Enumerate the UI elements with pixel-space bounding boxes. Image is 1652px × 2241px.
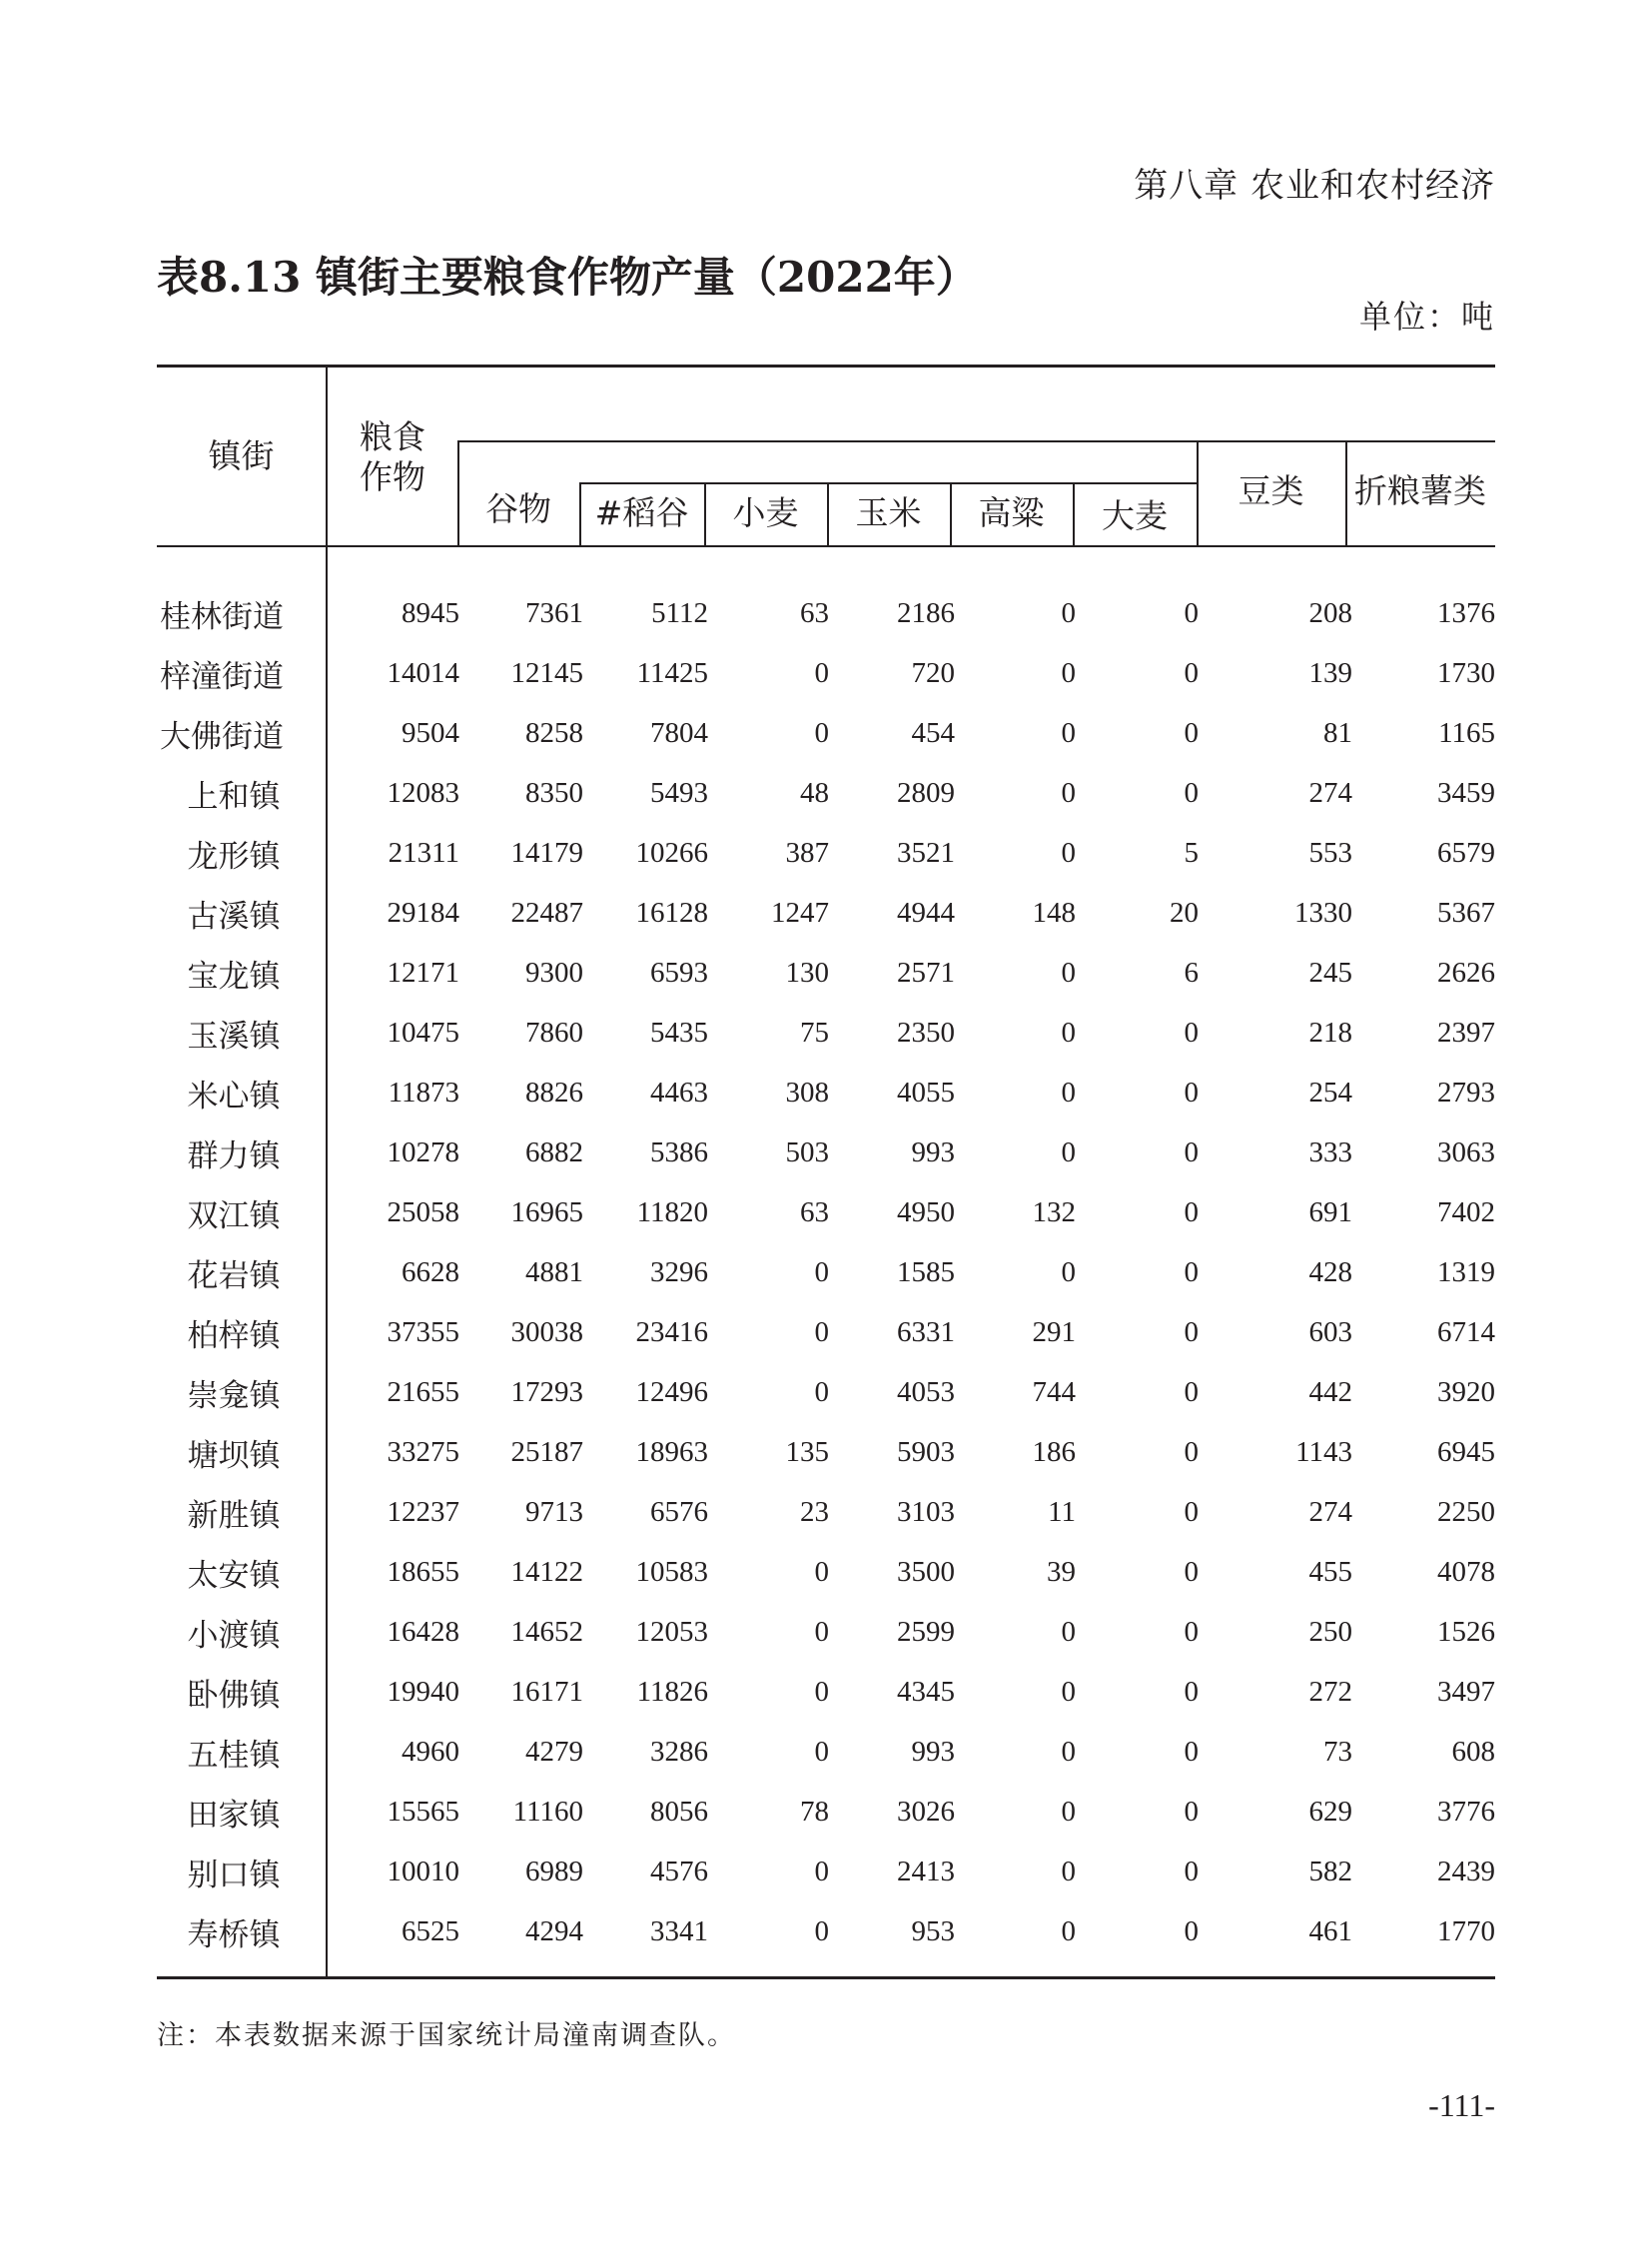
table-cell: 78 [800,1796,829,1828]
table-row [157,707,1495,767]
table-row [157,947,1495,1007]
table-cell: 0 [1061,657,1076,689]
table-cell: 0 [1061,597,1076,629]
table-cell: 3026 [897,1796,955,1828]
table-cell: 2809 [897,777,955,809]
table-cell: 7361 [525,597,583,629]
table-cell: 63 [800,597,829,629]
table-cell: 0 [1061,1736,1076,1768]
town-name: 大佛街道 [160,719,284,755]
table-cell: 18655 [387,1556,459,1588]
table-cell: 4078 [1437,1556,1495,1588]
table-cell: 0 [1184,1676,1199,1708]
table-cell: 629 [1308,1796,1352,1828]
table-cell: 4944 [897,897,955,929]
table-row [157,1426,1495,1486]
table-cell: 0 [814,657,829,689]
table-row [157,647,1495,707]
table-cell: 14179 [510,837,583,869]
table-cell: 3286 [650,1736,708,1768]
table-cell: 1730 [1437,657,1495,689]
table-cell: 0 [814,1376,829,1408]
table-cell: 130 [785,957,829,989]
table-cell: 18963 [635,1436,708,1468]
table-row [157,1726,1495,1786]
table-cell: 4279 [525,1736,583,1768]
table-row [157,1786,1495,1846]
table-cell: 3521 [897,837,955,869]
table-cell: 208 [1308,597,1352,629]
table-cell: 19940 [387,1676,459,1708]
table-cell: 0 [1184,1496,1199,1528]
table-cell: 11425 [636,657,708,689]
table-cell: 3459 [1437,777,1495,809]
town-name: 双江镇 [187,1198,281,1234]
table-cell: 691 [1308,1196,1352,1228]
chapter-header: 第八章 农业和农村经济 [1134,166,1495,206]
table-cell: 3103 [897,1496,955,1528]
table-cell: 25058 [387,1196,459,1228]
table-cell: 461 [1308,1915,1352,1947]
table-cell: 6 [1184,957,1199,989]
table-cell: 16965 [510,1196,583,1228]
table-cell: 3776 [1437,1796,1495,1828]
table-cell: 274 [1308,1496,1352,1528]
table-cell: 0 [1184,1556,1199,1588]
table-cell: 11160 [512,1796,583,1828]
table-cell: 0 [1184,597,1199,629]
table-cell: 1376 [1437,597,1495,629]
table-cell: 10475 [387,1017,459,1049]
unit-label: 单位：吨 [1358,298,1495,336]
table-cell: 0 [1184,1256,1199,1288]
table-cell: 2413 [897,1856,955,1887]
table-cell: 14014 [387,657,459,689]
table-cell: 6576 [650,1496,708,1528]
table-cell: 1585 [897,1256,955,1288]
table-cell: 0 [1061,1915,1076,1947]
town-name: 崇龛镇 [187,1378,281,1414]
table-cell: 6945 [1437,1436,1495,1468]
table-cell: 10583 [635,1556,708,1588]
table-cell: 0 [1061,1256,1076,1288]
town-name: 上和镇 [187,779,281,815]
table-cell: 254 [1308,1077,1352,1109]
table-cell: 993 [911,1136,955,1168]
table-cell: 14122 [510,1556,583,1588]
table-cell: 11820 [636,1196,708,1228]
table-cell: 81 [1323,717,1352,749]
table-cell: 6593 [650,957,708,989]
table-cell: 37355 [387,1316,459,1348]
table-cell: 6579 [1437,837,1495,869]
table-cell: 11826 [636,1676,708,1708]
table-cell: 132 [1032,1196,1076,1228]
table-cell: 503 [785,1136,829,1168]
table-cell: 7402 [1437,1196,1495,1228]
header-cereals: 谷物 [485,489,551,528]
table-cell: 603 [1308,1316,1352,1348]
table-row [157,1186,1495,1246]
table-cell: 16428 [387,1616,459,1648]
table-row [157,1246,1495,1306]
table-cell: 4881 [525,1256,583,1288]
table-cell: 48 [800,777,829,809]
table-cell: 0 [1184,657,1199,689]
table-cell: 0 [1184,717,1199,749]
table-cell: 5435 [650,1017,708,1049]
table-cell: 5493 [650,777,708,809]
table-row [157,827,1495,887]
table-cell: 0 [1061,1856,1076,1887]
table-cell: 2599 [897,1616,955,1648]
table-cell: 16128 [635,897,708,929]
town-name: 玉溪镇 [187,1019,281,1055]
table-cell: 4950 [897,1196,955,1228]
table-cell: 245 [1308,957,1352,989]
table-cell: 139 [1308,657,1352,689]
table-cell: 0 [1061,1616,1076,1648]
table-cell: 0 [1184,1077,1199,1109]
table-cell: 0 [1184,1856,1199,1887]
table-cell: 30038 [510,1316,583,1348]
table-cell: 720 [911,657,955,689]
table-cell: 2350 [897,1017,955,1049]
table-cell: 6989 [525,1856,583,1887]
table-cell: 387 [785,837,829,869]
town-name: 五桂镇 [187,1738,281,1774]
header-barley: 大麦 [1102,496,1168,535]
town-name: 米心镇 [187,1079,281,1115]
table-cell: 608 [1451,1736,1495,1768]
table-cell: 454 [911,717,955,749]
table-cell: 0 [1184,1436,1199,1468]
table-row [157,1905,1495,1965]
table-cell: 5 [1184,837,1199,869]
table-cell: 9713 [525,1496,583,1528]
table-cell: 15565 [387,1796,459,1828]
table-cell: 0 [1184,1196,1199,1228]
table-cell: 135 [785,1436,829,1468]
table-cell: 3296 [650,1256,708,1288]
table-cell: 4055 [897,1077,955,1109]
table-cell: 6628 [402,1256,459,1288]
table-row [157,1486,1495,1546]
table-cell: 953 [911,1915,955,1947]
town-name: 田家镇 [187,1798,281,1834]
table-cell: 6714 [1437,1316,1495,1348]
table-cell: 12171 [387,957,459,989]
table-cell: 10278 [387,1136,459,1168]
table-cell: 428 [1308,1256,1352,1288]
town-name: 古溪镇 [187,899,281,935]
table-row [157,1366,1495,1426]
table-cell: 23 [800,1496,829,1528]
table-row [157,767,1495,827]
table-cell: 0 [814,717,829,749]
town-name: 新胜镇 [187,1498,281,1534]
table-cell: 22487 [510,897,583,929]
table-cell: 0 [1061,1676,1076,1708]
table-cell: 3500 [897,1556,955,1588]
table-cell: 6331 [897,1316,955,1348]
table-cell: 0 [814,1256,829,1288]
header-tubers: 折粮薯类 [1354,471,1486,510]
town-name: 龙形镇 [187,839,281,875]
table-cell: 10266 [635,837,708,869]
table-cell: 33275 [387,1436,459,1468]
table-cell: 11 [1048,1496,1076,1528]
table-cell: 4463 [650,1077,708,1109]
table-cell: 3341 [650,1915,708,1947]
town-name: 花岩镇 [187,1258,281,1294]
table-cell: 2571 [897,957,955,989]
table-cell: 8945 [402,597,459,629]
table-cell: 21311 [388,837,459,869]
header-beans: 豆类 [1238,471,1304,510]
header-rice: #稻谷 [594,493,689,532]
table-cell: 2250 [1437,1496,1495,1528]
table-row [157,1067,1495,1126]
table-cell: 0 [814,1676,829,1708]
town-name: 桂林街道 [160,599,284,635]
table-cell: 1319 [1437,1256,1495,1288]
table-cell: 291 [1032,1316,1076,1348]
table-row [157,1606,1495,1666]
table-cell: 8350 [525,777,583,809]
table-cell: 1143 [1295,1436,1352,1468]
table-cell: 2397 [1437,1017,1495,1049]
table-cell: 148 [1032,897,1076,929]
table-cell: 16171 [510,1676,583,1708]
table-title: 表8.13 镇街主要粮食作物产量（2022年） [157,253,978,302]
table-cell: 20 [1170,897,1199,929]
table-cell: 0 [1061,1136,1076,1168]
table-cell: 186 [1032,1436,1076,1468]
table-cell: 274 [1308,777,1352,809]
table-cell: 0 [1061,717,1076,749]
table-cell: 0 [1061,837,1076,869]
table-cell: 0 [814,1736,829,1768]
table-cell: 2626 [1437,957,1495,989]
table-cell: 4960 [402,1736,459,1768]
table-cell: 14652 [510,1616,583,1648]
table-cell: 4345 [897,1676,955,1708]
town-name: 寿桥镇 [187,1917,281,1953]
table-row [157,1546,1495,1606]
header-wheat: 小麦 [732,493,799,532]
table-cell: 0 [1184,1136,1199,1168]
town-name: 宝龙镇 [187,959,281,995]
table-cell: 2439 [1437,1856,1495,1887]
table-cell: 553 [1308,837,1352,869]
table-cell: 333 [1308,1136,1352,1168]
table-cell: 17293 [510,1376,583,1408]
table-cell: 0 [814,1556,829,1588]
header-subgroup-rule [457,440,1197,442]
table-cell: 0 [1061,777,1076,809]
table-row [157,1007,1495,1067]
table-cell: 308 [785,1077,829,1109]
table-cell: 7860 [525,1017,583,1049]
table-cell: 6882 [525,1136,583,1168]
table-row [157,1306,1495,1366]
table-cell: 0 [1061,1017,1076,1049]
table-cell: 1165 [1438,717,1495,749]
table-cell: 9504 [402,717,459,749]
table-cell: 2793 [1437,1077,1495,1109]
table-top-rule [157,365,1495,368]
table-bottom-rule [157,1976,1495,1979]
table-cell: 3497 [1437,1676,1495,1708]
table-cell: 21655 [387,1376,459,1408]
table-row [157,587,1495,647]
table-cell: 7804 [650,717,708,749]
town-name: 别口镇 [187,1858,281,1893]
table-cell: 250 [1308,1616,1352,1648]
table-cell: 0 [814,1316,829,1348]
town-name: 梓潼街道 [160,659,284,695]
table-cell: 5903 [897,1436,955,1468]
header-cereals-sub-rule [579,482,1197,484]
table-cell: 12145 [510,657,583,689]
table-cell: 218 [1308,1017,1352,1049]
table-cell: 25187 [510,1436,583,1468]
table-cell: 12083 [387,777,459,809]
table-cell: 0 [814,1616,829,1648]
table-cell: 1526 [1437,1616,1495,1648]
table-cell: 0 [1184,1017,1199,1049]
table-cell: 4294 [525,1915,583,1947]
table-cell: 3920 [1437,1376,1495,1408]
table-cell: 73 [1323,1736,1352,1768]
table-cell: 23416 [635,1316,708,1348]
table-cell: 0 [1061,1796,1076,1828]
table-cell: 8056 [650,1796,708,1828]
table-cell: 39 [1047,1556,1076,1588]
town-name: 柏梓镇 [187,1318,281,1354]
table-cell: 10010 [387,1856,459,1887]
table-cell: 0 [1184,1796,1199,1828]
header-grain-crops-1: 粮食 [360,417,425,456]
table-cell: 2186 [897,597,955,629]
town-name: 塘坝镇 [187,1438,281,1474]
table-cell: 0 [1184,777,1199,809]
table-cell: 1247 [771,897,829,929]
table-cell: 0 [814,1915,829,1947]
table-cell: 63 [800,1196,829,1228]
table-row [157,1126,1495,1186]
town-name: 小渡镇 [187,1618,281,1654]
table-cell: 455 [1308,1556,1352,1588]
table-cell: 1330 [1294,897,1352,929]
source-note: 注：本表数据来源于国家统计局潼南调查队。 [157,2020,736,2051]
table-cell: 11873 [388,1077,459,1109]
town-name: 卧佛镇 [187,1678,281,1714]
table-cell: 993 [911,1736,955,1768]
table-body [157,587,1495,1965]
town-name: 群力镇 [187,1138,281,1174]
table-cell: 12496 [635,1376,708,1408]
table-header-rule [157,545,1495,547]
table-cell: 0 [814,1856,829,1887]
table-cell: 5386 [650,1136,708,1168]
table-cell: 4576 [650,1856,708,1887]
table-cell: 0 [1184,1376,1199,1408]
header-town: 镇街 [208,436,275,475]
table-cell: 5367 [1437,897,1495,929]
table-cell: 5112 [651,597,708,629]
table-cell: 6525 [402,1915,459,1947]
table-cell: 442 [1308,1376,1352,1408]
table-cell: 1770 [1437,1915,1495,1947]
table-cell: 0 [1184,1616,1199,1648]
table-cell: 12237 [387,1496,459,1528]
table-cell: 0 [1184,1316,1199,1348]
table-cell: 29184 [387,897,459,929]
table-row [157,1666,1495,1726]
table-cell: 9300 [525,957,583,989]
table-cell: 75 [800,1017,829,1049]
table-cell: 12053 [635,1616,708,1648]
table-cell: 744 [1032,1376,1076,1408]
table-cell: 582 [1308,1856,1352,1887]
table-row [157,887,1495,947]
table-cell: 8826 [525,1077,583,1109]
table-cell: 4053 [897,1376,955,1408]
table-cell: 0 [1184,1915,1199,1947]
table-cell: 0 [1061,957,1076,989]
town-name: 太安镇 [187,1558,281,1594]
page-number: -111- [1428,2087,1495,2123]
header-corn: 玉米 [855,493,922,532]
table-cell: 0 [1184,1736,1199,1768]
header-grain-crops-2: 作物 [360,457,425,496]
header-sorghum: 高粱 [978,493,1045,532]
table-cell: 272 [1308,1676,1352,1708]
table-cell: 0 [1061,1077,1076,1109]
table-row [157,1846,1495,1905]
table-cell: 3063 [1437,1136,1495,1168]
table-cell: 8258 [525,717,583,749]
